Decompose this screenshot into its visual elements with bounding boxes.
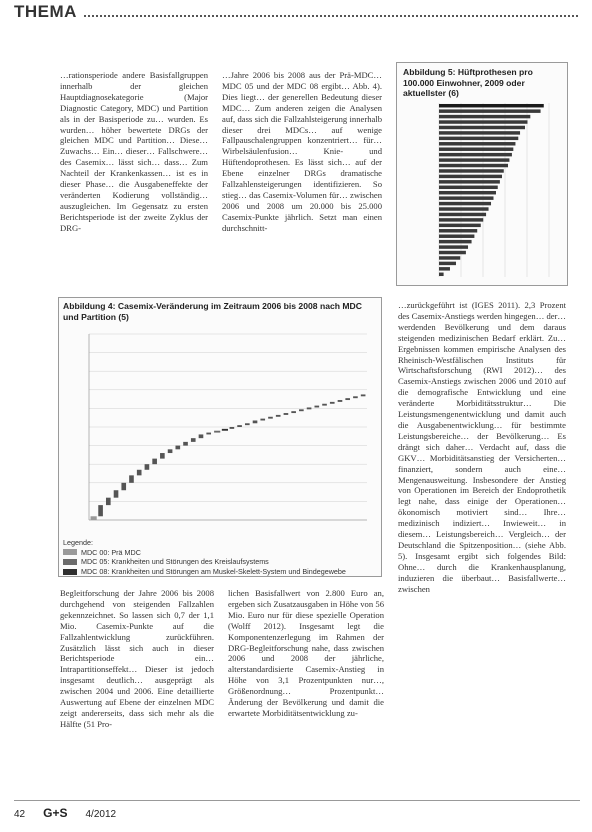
legend-label-mdc08: MDC 08: Krankheiten und Störungen am Muskel-Skelett-System und Bindegewebe bbox=[81, 566, 346, 576]
legend-item-mdc08 bbox=[63, 567, 375, 577]
bar-0 bbox=[439, 104, 544, 107]
legend-item-mdc00 bbox=[63, 548, 375, 558]
paragraph-right: …zurückgeführt ist (IGES 2011). 2,3 Prozent des Casemix-Anstiegs werden hingegen… der… werdenden Bevölkerung und dem daraus steigenden medizinischen Bedarf erklärt. Zu… Ergebnissen kommen empirische Analysen des Rheinisch-Westfälischen Instituts für Wirtschaftsforschung (RWI 2012)… des Casemix-Anstiegs zwischen 2006 und 2010 auf die demografische Entwicklung und eine veränderte Morbiditätsstruktur… Die Leistungsmengenentwicklung und damit auch die Ausgabenentwicklung… für bestimmte Leistungsbereiche… der Bevölkerung… Es drängt sich daher… Verdacht auf, dass die GKV… Morbiditätsanstieg der Versicherten… finanziert, sondern auch eine… Mengenausweitung. Insbesondere der Anstieg von Operationen im Bereich der Endoprothetik legt nahe, dass einige der Operationen… ökonomisch motiviert sind… Ihre… medizinisch indiziert… Inwieweit… in diesem… Leistungsbereich… Vergleich… der Deutschland die Spitzenposition… (siehe Abb. 5). Insgesamt ergibt sich folgendes Bild: Ohne… durch die Krankenhausplanung, induzieren die überbaut… Basisfallwerte… zwischen bbox=[398, 300, 566, 594]
text-column-left-top bbox=[60, 70, 208, 292]
bar-8 bbox=[439, 147, 513, 150]
step-32 bbox=[338, 400, 343, 402]
footer-rule bbox=[14, 800, 580, 801]
bar-4 bbox=[439, 126, 525, 129]
step-2 bbox=[106, 498, 111, 505]
figure-4-chart bbox=[65, 328, 375, 534]
legend-label-mdc05: MDC 05: Krankheiten und Störungen des Kreislaufsystems bbox=[81, 557, 269, 567]
figure-4-legend bbox=[63, 538, 375, 576]
step-0 bbox=[91, 516, 97, 520]
step-1 bbox=[98, 505, 103, 516]
bar-31 bbox=[439, 273, 444, 276]
step-28 bbox=[307, 407, 312, 409]
page-footer bbox=[14, 806, 116, 820]
step-20 bbox=[245, 423, 250, 425]
bar-22 bbox=[439, 224, 481, 227]
bar-17 bbox=[439, 196, 494, 199]
figure-4-title: Abbildung 4: Casemix-Veränderung im Zeitraum 2006 bis 2008 nach MDC und Partition (5) bbox=[63, 301, 362, 322]
step-23 bbox=[268, 417, 273, 419]
bar-29 bbox=[439, 262, 456, 265]
bar-25 bbox=[439, 240, 472, 243]
step-24 bbox=[276, 415, 281, 417]
step-8 bbox=[152, 459, 157, 465]
step-26 bbox=[291, 411, 296, 413]
bar-26 bbox=[439, 245, 468, 248]
step-35 bbox=[361, 394, 366, 396]
bar-12 bbox=[439, 169, 504, 172]
step-5 bbox=[129, 475, 134, 482]
step-3 bbox=[114, 490, 119, 497]
bar-10 bbox=[439, 158, 509, 161]
step-12 bbox=[183, 442, 188, 446]
step-18 bbox=[230, 427, 235, 429]
figure-4-box bbox=[58, 297, 382, 577]
bar-5 bbox=[439, 131, 520, 134]
bar-16 bbox=[439, 191, 496, 194]
page-number: 42 bbox=[14, 809, 26, 820]
step-34 bbox=[353, 396, 358, 398]
journal-brand: G+S bbox=[43, 806, 68, 820]
step-10 bbox=[168, 449, 173, 453]
figure-5-title: Abbildung 5: Hüftprothesen pro 100.000 Einwohner, 2009 oder aktuellster (6) bbox=[403, 67, 533, 98]
bar-7 bbox=[439, 142, 515, 145]
step-13 bbox=[191, 438, 196, 442]
step-27 bbox=[299, 409, 304, 411]
paragraph-mid-top: …Jahre 2006 bis 2008 aus der Prä-MDC… MDC 05 und der MDC 08 ergibt… Abb. 4). Dies liegt… der generellen Bedeutung dieser MDC… Zum anderen zeigen die Analysen auf, dass sich die Fallzahlsteigerung innerhalb dieser drei MDCs… auf wenige Fallpauschalengruppen konzentriert… für… Wirbelsäulenfusion… Knie- und Hüftendoprothesen. Es lässt sich… auf der Ebene einzelner DRGs dramatische Fallzahlensteigerungen identifizieren. So stieg… das Casemix-Volumen für… zwischen 2006 und 2008 um 20.000 bis 25.000 Casemix-Punkte jährlich. Setzt man einen durchschnitt- bbox=[222, 70, 382, 233]
bar-13 bbox=[439, 175, 502, 178]
step-19 bbox=[237, 425, 242, 427]
figure-5-chart bbox=[401, 99, 563, 281]
bar-2 bbox=[439, 115, 530, 118]
text-column-left-bottom bbox=[60, 588, 214, 792]
bar-23 bbox=[439, 229, 477, 232]
step-31 bbox=[330, 402, 335, 404]
step-14 bbox=[199, 434, 204, 438]
legend-swatch-mdc00 bbox=[63, 549, 77, 555]
bar-27 bbox=[439, 251, 466, 254]
step-25 bbox=[284, 413, 289, 415]
bar-20 bbox=[439, 213, 486, 216]
bar-24 bbox=[439, 234, 474, 237]
legend-label-mdc00: MDC 00: Prä MDC bbox=[81, 547, 141, 557]
step-22 bbox=[260, 419, 265, 421]
text-column-mid-bottom bbox=[228, 588, 384, 792]
step-7 bbox=[145, 464, 150, 470]
bar-9 bbox=[439, 153, 512, 156]
bar-21 bbox=[439, 218, 483, 221]
bar-1 bbox=[439, 109, 541, 112]
legend-item-mdc05 bbox=[63, 557, 375, 567]
bar-14 bbox=[439, 180, 500, 183]
paragraph-left-top: …rationsperiode andere Basisfallgruppen innerhalb der gleichen Hauptdiagnosekategorie (Major Diagnostic Category, MDC) und Partition als in der Basisperiode zu… wurden. Es wurden… höher bewertete DRGs der gleichen MDC und Partition… Diese… Zuwachs… Ein… dieser… Fallschwere… des Casemix… lässt sich… dass… Zum Nachteil der Krankenkassen… ist es in dieser Phase… die Ausgabeneffekte der veränderten Kodierung vollständig… auszugleichen. Im Gegensatz zu ersten Berichtsperiode ist der zweite Zyklus der DRG- bbox=[60, 70, 208, 233]
step-15 bbox=[206, 433, 211, 435]
paragraph-left-bottom: Begleitforschung der Jahre 2006 bis 2008 durchgehend von steigenden Fallzahlen gekennzeichnet. So lassen sich 0,7 der 1,1 Mio. Casemix-Punkte auf die Fallzahlentwicklung zurückführen. Zusätzlich lässt sich auch in dieser Berichtsperiode ein… Intrapartitionseffekt… Dieser ist jedoch insgesamt deutlich… ausgeprägt als zwischen 2004 und 2006. Eine detaillierte Auswertung auf Ebene der einzelnen MDC zeigt andererseits, dass sich mehr als die Hälfte (51 Pro- bbox=[60, 588, 214, 729]
figure-5-box bbox=[396, 62, 568, 286]
legend-swatch-mdc05 bbox=[63, 559, 77, 565]
step-9 bbox=[160, 453, 165, 459]
step-17 bbox=[222, 429, 228, 431]
bar-18 bbox=[439, 202, 491, 205]
step-16 bbox=[214, 431, 220, 433]
step-21 bbox=[253, 420, 258, 423]
section-title: THEMA bbox=[14, 2, 77, 21]
step-11 bbox=[175, 446, 180, 450]
header-rule bbox=[84, 15, 578, 17]
bar-15 bbox=[439, 186, 498, 189]
legend-heading: Legende: bbox=[63, 538, 93, 547]
step-6 bbox=[137, 470, 142, 476]
step-4 bbox=[121, 483, 126, 490]
issue-number: 4/2012 bbox=[85, 809, 117, 820]
bar-19 bbox=[439, 207, 489, 210]
bar-6 bbox=[439, 137, 518, 140]
legend-swatch-mdc08 bbox=[63, 569, 77, 575]
text-column-mid-top bbox=[222, 70, 382, 292]
bar-28 bbox=[439, 256, 460, 259]
step-30 bbox=[322, 404, 327, 406]
paragraph-mid-bottom: lichen Basisfallwert von 2.800 Euro an, ergeben sich Zusatzausgaben in Höhe von 56 Mio. Euro nur für diese spezielle Operation (Wolff 2012). Insgesamt legt die Komponentenzerlegung im Rahmen der DRG-Begleitforschung nahe, dass zwischen 2006 und 2008 der jährliche, alterstandardisierte Casemix-Anstieg in Höhe von 3,1 Prozentpunkten nur…, Größenordnung… Prozentpunkt… Änderung der Bevölkerung und damit die erwartete Morbiditätsentwicklung zu- bbox=[228, 588, 384, 718]
bar-30 bbox=[439, 267, 450, 270]
text-column-right bbox=[398, 300, 566, 792]
bar-3 bbox=[439, 120, 527, 123]
bar-11 bbox=[439, 164, 508, 167]
step-29 bbox=[314, 406, 319, 408]
step-33 bbox=[345, 398, 350, 400]
